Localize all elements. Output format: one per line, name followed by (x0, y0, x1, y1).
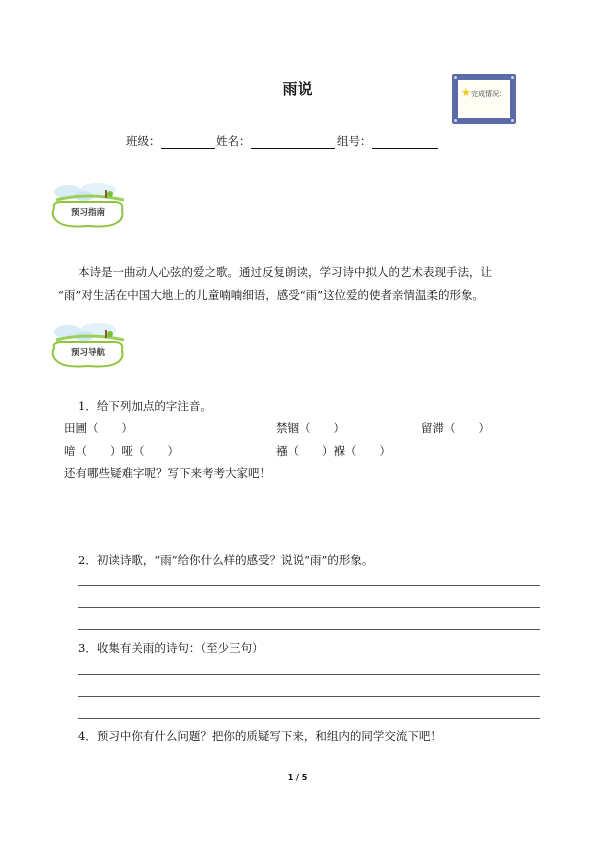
section-badge-guide (48, 182, 128, 232)
pinyin-item: 喑（ ）哑（ ） (64, 444, 179, 458)
page-number: 1 / 5 (287, 773, 308, 782)
answer-line[interactable] (78, 629, 540, 630)
guide-paragraph-line2: “雨”对生活在中国大地上的儿童喃喃细语，感受“雨”这位爱的使者亲情温柔的形象。 (58, 288, 485, 302)
answer-line[interactable] (78, 718, 540, 719)
completion-status-box (452, 74, 516, 124)
pinyin-item: 禁锢（ ） (276, 421, 345, 435)
answer-line[interactable] (78, 607, 540, 608)
class-label: 班级： (126, 134, 161, 148)
guide-paragraph-line1: 本诗是一曲动人心弦的爱之歌。通过反复朗读，学习诗中拟人的艺术表现手法，让 (78, 265, 492, 279)
answer-line[interactable] (78, 674, 540, 675)
completion-status-inner (458, 80, 510, 118)
group-blank[interactable] (372, 136, 438, 149)
answer-line[interactable] (78, 696, 540, 697)
question-3-prompt: 3．收集有关雨的诗句：（至少三句） (78, 641, 264, 655)
question-1-prompt: 1．给下列加点的字注音。 (78, 399, 212, 413)
answer-line[interactable] (78, 585, 540, 586)
completion-status-label: 完成情况： (471, 90, 506, 98)
name-blank[interactable] (251, 136, 335, 149)
group-label: 组号： (337, 134, 372, 148)
page-title: 雨说 (282, 80, 313, 98)
pinyin-item: 田圃（ ） (64, 421, 133, 435)
question-1-extra: 还有哪些疑难字呢？写下来考考大家吧！ (64, 466, 271, 480)
question-4-prompt: 4．预习中你有什么问题？把你的质疑写下来，和组内的同学交流下吧！ (78, 729, 442, 743)
class-blank[interactable] (161, 136, 215, 149)
pinyin-item: 襁（ ）褓（ ） (276, 444, 391, 458)
section-label-guide: 预习指南 (70, 208, 105, 218)
name-label: 姓名： (216, 134, 251, 148)
question-2-prompt: 2．初读诗歌，“雨”给你什么样的感受？说说“雨”的形象。 (78, 553, 374, 567)
section-label-nav: 预习导航 (70, 348, 105, 358)
section-badge-nav (48, 322, 128, 372)
star-icon: ★ (461, 86, 471, 99)
pinyin-item: 留滞（ ） (421, 421, 490, 435)
